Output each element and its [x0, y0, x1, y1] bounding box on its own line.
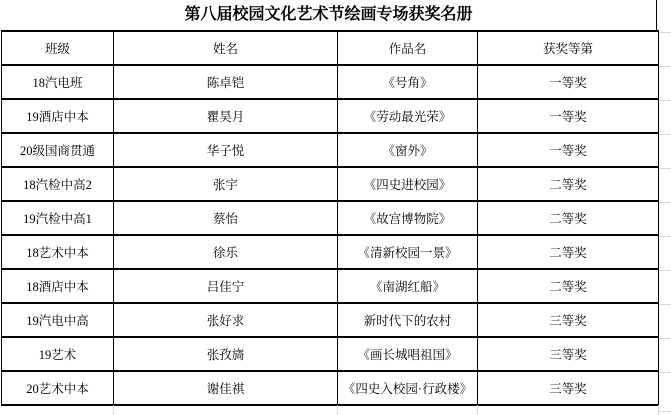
cell-work[interactable]: 《四史入校园·行政楼》 [338, 371, 478, 405]
cell-work[interactable]: 《南湖红船》 [338, 269, 478, 303]
table-row [2, 337, 659, 371]
cell-work[interactable]: 《四史进校园》 [338, 167, 478, 201]
cell-name[interactable]: 蔡怡 [114, 201, 338, 235]
table-row [2, 235, 659, 269]
cell-class[interactable]: 19汽电中高 [2, 303, 114, 337]
cell-class[interactable]: 20艺术中本 [2, 371, 114, 405]
sheet-gridline [659, 100, 671, 101]
cell-name[interactable]: 吕佳宁 [114, 269, 338, 303]
sheet-gridline [659, 66, 671, 67]
cell-award[interactable]: 一等奖 [478, 65, 659, 99]
sheet-gridline [659, 372, 671, 373]
cell-class[interactable]: 18汽电班 [2, 65, 114, 99]
sheet-gridline [659, 32, 671, 33]
table-row [2, 269, 659, 303]
sheet-gridline [113, 405, 114, 415]
column-header-name[interactable]: 姓名 [114, 31, 338, 65]
cell-work[interactable]: 《窗外》 [338, 133, 478, 167]
cell-name[interactable]: 张孜旖 [114, 337, 338, 371]
cell-award[interactable]: 二等奖 [478, 269, 659, 303]
header-row [2, 31, 659, 65]
table-row [2, 167, 659, 201]
sheet-gridline [659, 338, 671, 339]
cell-class[interactable]: 20级国商贯通 [2, 133, 114, 167]
sheet-gridline [337, 405, 338, 415]
cell-name[interactable]: 陈卓铠 [114, 65, 338, 99]
table-row [2, 303, 659, 337]
cell-work[interactable]: 《故宫博物院》 [338, 201, 478, 235]
cell-award[interactable]: 三等奖 [478, 303, 659, 337]
table-row [2, 99, 659, 133]
cell-name[interactable]: 瞿昊月 [114, 99, 338, 133]
cell-award[interactable]: 三等奖 [478, 371, 659, 405]
cell-name[interactable]: 华子悦 [114, 133, 338, 167]
cell-work[interactable]: 《清新校园一景》 [338, 235, 478, 269]
cell-award[interactable]: 一等奖 [478, 133, 659, 167]
cell-name[interactable]: 张好求 [114, 303, 338, 337]
column-header-work[interactable]: 作品名 [338, 31, 478, 65]
cell-award[interactable]: 二等奖 [478, 201, 659, 235]
cell-class[interactable]: 18艺术中本 [2, 235, 114, 269]
sheet-gridline [659, 411, 671, 412]
cell-award[interactable]: 三等奖 [478, 337, 659, 371]
award-roster-table [1, 30, 659, 406]
cell-award[interactable]: 二等奖 [478, 167, 659, 201]
cell-name[interactable]: 张宇 [114, 167, 338, 201]
cell-class[interactable]: 18酒店中本 [2, 269, 114, 303]
sheet-gridline [659, 168, 671, 169]
cell-award[interactable]: 二等奖 [478, 235, 659, 269]
cell-award[interactable]: 一等奖 [478, 99, 659, 133]
cell-class[interactable]: 19酒店中本 [2, 99, 114, 133]
sheet-gridline [659, 134, 671, 135]
table-title[interactable]: 第八届校园文化艺术节绘画专场获奖名册 [1, 0, 657, 30]
column-header-class[interactable]: 班级 [2, 31, 114, 65]
table-row [2, 371, 659, 405]
sheet-gridline [659, 202, 671, 203]
sheet-gridline [477, 405, 478, 415]
cell-class[interactable]: 19汽检中高1 [2, 201, 114, 235]
sheet-gridline [659, 236, 671, 237]
table-row [2, 201, 659, 235]
cell-work[interactable]: 《劳动最光荣》 [338, 99, 478, 133]
cell-work[interactable]: 《号角》 [338, 65, 478, 99]
sheet-gridline [659, 304, 671, 305]
cell-name[interactable]: 谢佳祺 [114, 371, 338, 405]
table-row [2, 133, 659, 167]
table-row [2, 65, 659, 99]
cell-work[interactable]: 新时代下的农村 [338, 303, 478, 337]
cell-class[interactable]: 19艺术 [2, 337, 114, 371]
sheet-gridline [658, 405, 659, 415]
cell-name[interactable]: 徐乐 [114, 235, 338, 269]
cell-work[interactable]: 《画长城唱祖国》 [338, 337, 478, 371]
cell-class[interactable]: 18汽检中高2 [2, 167, 114, 201]
sheet-gridline [659, 270, 671, 271]
column-header-award[interactable]: 获奖等第 [478, 31, 659, 65]
